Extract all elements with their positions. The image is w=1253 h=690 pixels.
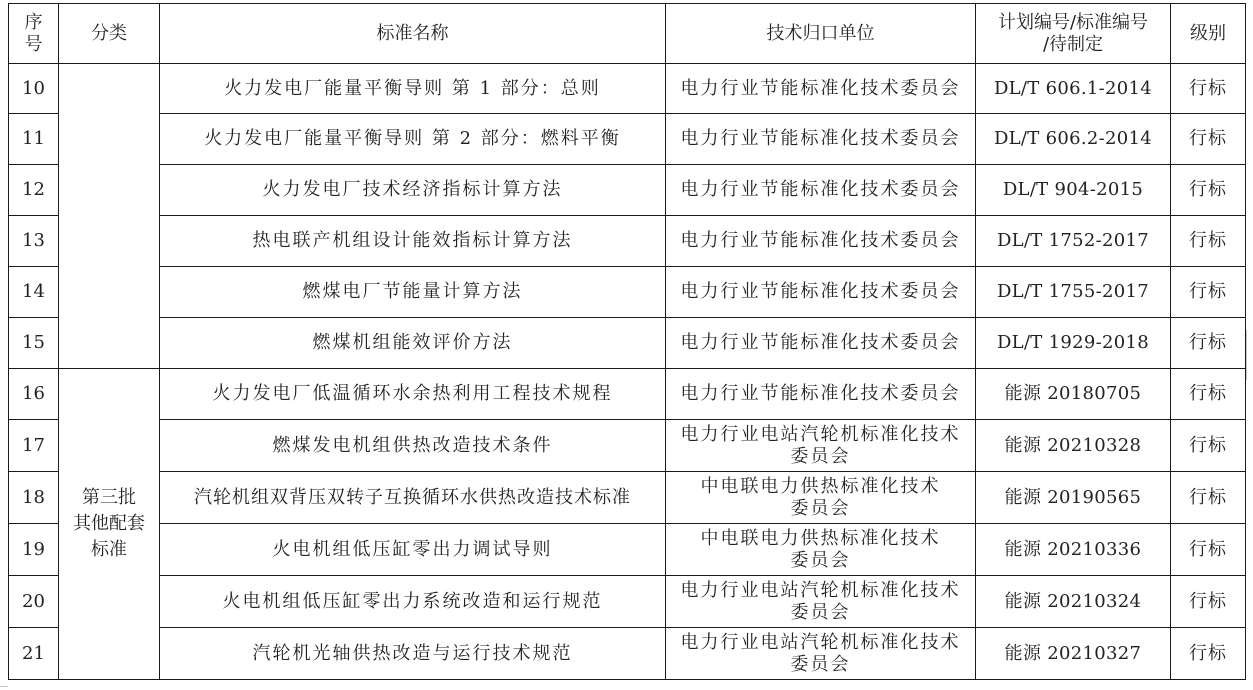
seq-cell: 12 bbox=[9, 165, 59, 216]
unit-cell: 电力行业节能标准化技术委员会 bbox=[666, 369, 976, 420]
standard-name-cell: 火电机组低压缸零出力系统改造和运行规范 bbox=[160, 576, 666, 628]
category-label: 第三批 其他配套 标准 bbox=[73, 487, 145, 560]
seq-cell: 16 bbox=[9, 369, 59, 420]
unit-cell: 中电联电力供热标准化技术 委员会 bbox=[666, 472, 976, 524]
seq-cell: 14 bbox=[9, 267, 59, 318]
table-row bbox=[9, 114, 1246, 165]
unit-cell: 电力行业节能标准化技术委员会 bbox=[666, 114, 976, 165]
table-row bbox=[9, 165, 1246, 216]
table-row bbox=[9, 216, 1246, 267]
code-cell: 能源 20210327 bbox=[976, 628, 1171, 680]
level-cell: 行标 bbox=[1171, 114, 1246, 165]
seq-cell: 10 bbox=[9, 64, 59, 114]
table-row bbox=[9, 472, 1246, 524]
header-seq-line-1: 序 bbox=[24, 11, 43, 33]
standard-name-cell: 汽轮机组双背压双转子互换循环水供热改造技术标准 bbox=[160, 472, 666, 524]
header-code-line-2: /待制定 bbox=[1042, 33, 1104, 55]
seq-cell: 13 bbox=[9, 216, 59, 267]
code-cell: DL/T 1752-2017 bbox=[976, 216, 1171, 267]
code-cell: 能源 20180705 bbox=[976, 369, 1171, 420]
unit-cell: 中电联电力供热标准化技术 委员会 bbox=[666, 524, 976, 576]
code-cell: 能源 20210324 bbox=[976, 576, 1171, 628]
table-row bbox=[9, 524, 1246, 576]
code-cell: 能源 20210328 bbox=[976, 420, 1171, 472]
unit-cell: 电力行业电站汽轮机标准化技术 委员会 bbox=[666, 576, 976, 628]
unit-cell: 电力行业节能标准化技术委员会 bbox=[666, 64, 976, 114]
margin-mark-right bbox=[1246, 330, 1247, 380]
seq-cell: 21 bbox=[9, 628, 59, 680]
seq-cell: 15 bbox=[9, 318, 59, 369]
header-category: 分类 bbox=[59, 4, 160, 64]
standards-table bbox=[8, 3, 1246, 680]
header-seq-line-2: 号 bbox=[24, 33, 43, 55]
standard-name-cell: 火电机组低压缸零出力调试导则 bbox=[160, 524, 666, 576]
code-cell: DL/T 606.1-2014 bbox=[976, 64, 1171, 114]
seq-cell: 18 bbox=[9, 472, 59, 524]
standard-name-cell: 燃煤机组能效评价方法 bbox=[160, 318, 666, 369]
header-code bbox=[976, 4, 1171, 64]
standard-name-cell: 热电联产机组设计能效指标计算方法 bbox=[160, 216, 666, 267]
table-header-row bbox=[9, 4, 1246, 64]
header-name: 标准名称 bbox=[160, 4, 666, 64]
table-row bbox=[9, 628, 1246, 680]
standard-name-cell: 火力发电厂能量平衡导则 第 1 部分：总则 bbox=[160, 64, 666, 114]
category-cell-group-2 bbox=[59, 369, 160, 680]
unit-cell: 电力行业节能标准化技术委员会 bbox=[666, 216, 976, 267]
level-cell: 行标 bbox=[1171, 472, 1246, 524]
header-seq bbox=[9, 4, 59, 64]
standard-name-cell: 火力发电厂技术经济指标计算方法 bbox=[160, 165, 666, 216]
level-cell: 行标 bbox=[1171, 524, 1246, 576]
level-cell: 行标 bbox=[1171, 165, 1246, 216]
code-cell: 能源 20210336 bbox=[976, 524, 1171, 576]
code-cell: DL/T 904-2015 bbox=[976, 165, 1171, 216]
unit-cell: 电力行业节能标准化技术委员会 bbox=[666, 318, 976, 369]
level-cell: 行标 bbox=[1171, 576, 1246, 628]
code-cell: DL/T 606.2-2014 bbox=[976, 114, 1171, 165]
standard-name-cell: 燃煤发电机组供热改造技术条件 bbox=[160, 420, 666, 472]
table-row bbox=[9, 369, 1246, 420]
level-cell: 行标 bbox=[1171, 64, 1246, 114]
table-row bbox=[9, 267, 1246, 318]
standard-name-cell: 火力发电厂低温循环水余热利用工程技术规程 bbox=[160, 369, 666, 420]
seq-cell: 11 bbox=[9, 114, 59, 165]
level-cell: 行标 bbox=[1171, 267, 1246, 318]
unit-cell: 电力行业节能标准化技术委员会 bbox=[666, 267, 976, 318]
level-cell: 行标 bbox=[1171, 318, 1246, 369]
level-cell: 行标 bbox=[1171, 420, 1246, 472]
table-row bbox=[9, 420, 1246, 472]
seq-cell: 20 bbox=[9, 576, 59, 628]
level-cell: 行标 bbox=[1171, 628, 1246, 680]
code-cell: 能源 20190565 bbox=[976, 472, 1171, 524]
unit-cell: 电力行业电站汽轮机标准化技术 委员会 bbox=[666, 628, 976, 680]
standard-name-cell: 汽轮机光轴供热改造与运行技术规范 bbox=[160, 628, 666, 680]
unit-cell: 电力行业电站汽轮机标准化技术 委员会 bbox=[666, 420, 976, 472]
header-code-line-1: 计划编号/标准编号 bbox=[997, 11, 1149, 33]
header-level: 级别 bbox=[1171, 4, 1246, 64]
corner-mark-bottom-left bbox=[0, 686, 8, 687]
table-row bbox=[9, 576, 1246, 628]
level-cell: 行标 bbox=[1171, 369, 1246, 420]
seq-cell: 17 bbox=[9, 420, 59, 472]
code-cell: DL/T 1929-2018 bbox=[976, 318, 1171, 369]
unit-cell: 电力行业节能标准化技术委员会 bbox=[666, 165, 976, 216]
header-unit: 技术归口单位 bbox=[666, 4, 976, 64]
standard-name-cell: 燃煤电厂节能量计算方法 bbox=[160, 267, 666, 318]
table-row bbox=[9, 64, 1246, 114]
category-cell-group-1 bbox=[59, 64, 160, 369]
level-cell: 行标 bbox=[1171, 216, 1246, 267]
table-row bbox=[9, 318, 1246, 369]
seq-cell: 19 bbox=[9, 524, 59, 576]
standard-name-cell: 火力发电厂能量平衡导则 第 2 部分：燃料平衡 bbox=[160, 114, 666, 165]
code-cell: DL/T 1755-2017 bbox=[976, 267, 1171, 318]
